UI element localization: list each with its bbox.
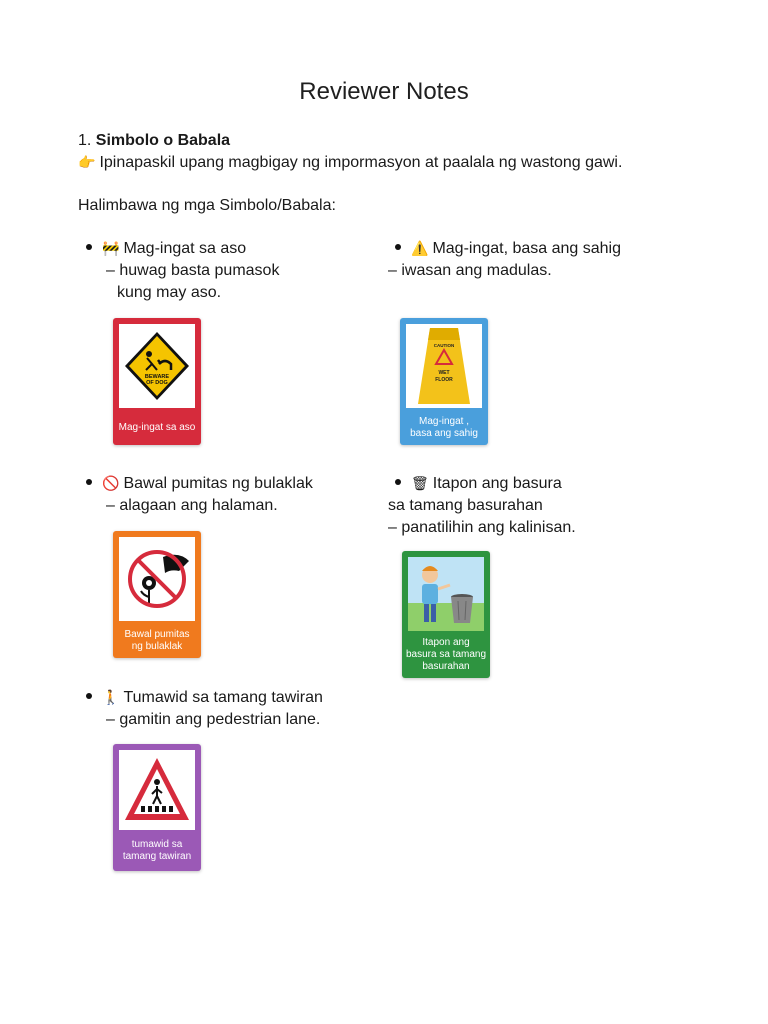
bullet (86, 244, 92, 250)
item-title: Bawal pumitas ng bulaklak (123, 475, 313, 492)
caption-line: basurahan (422, 661, 470, 672)
examples-intro: Halimbawa ng mga Simbolo/Babala: (78, 197, 336, 214)
warning-icon: ⚠️ (411, 240, 429, 256)
sign-text: FLOOR (435, 377, 453, 383)
item-title: Itapon ang basura (432, 475, 562, 492)
list-item-trash (388, 472, 576, 539)
section-description (78, 154, 622, 172)
sign-caption (402, 632, 490, 678)
caption-line: tumawid sa (131, 839, 183, 850)
caption-line: Bawal pumitas (124, 628, 190, 640)
sign-text: WET (438, 370, 450, 376)
sign-text: CAUTION (433, 343, 455, 348)
no-picking-sign-image (119, 537, 195, 621)
item-detail: kung may aso. (117, 284, 222, 301)
caption-line: tamang tawiran (122, 851, 192, 862)
sign-card-dog (113, 318, 201, 445)
item-title: Mag-ingat, basa ang sahig (432, 240, 622, 257)
caption-line: basura sa tamang (405, 649, 487, 660)
wastebasket-icon: 🗑 (411, 475, 429, 491)
trash-sign-image (408, 557, 484, 631)
construction-icon: 🚧 (102, 240, 120, 256)
sign-caption (113, 831, 201, 871)
sign-caption (113, 623, 201, 658)
item-detail: – iwasan ang madulas. (388, 262, 552, 279)
bullet (86, 693, 92, 699)
caption-line: basa ang sahig (410, 427, 478, 439)
section-heading (78, 132, 230, 150)
caption-line: Itapon ang (422, 637, 470, 648)
item-title: Mag-ingat sa aso (123, 240, 247, 257)
wet-floor-sign-image (406, 324, 482, 408)
list-item-flowers (86, 472, 313, 517)
item-detail: – gamitin ang pedestrian lane. (106, 711, 321, 728)
item-detail: – huwag basta pumasok (106, 262, 280, 279)
pedestrian-icon: 🚶 (102, 689, 120, 705)
section-title: Simbolo o Babala (95, 132, 231, 149)
item-detail: – alagaan ang halaman. (106, 497, 278, 514)
dog-sign-image (119, 324, 195, 408)
sign-caption: Mag-ingat sa aso (118, 421, 196, 433)
list-item-crossing (86, 686, 323, 731)
bullet (86, 479, 92, 485)
sign-card-crossing (113, 744, 201, 871)
item-detail: – panatilihin ang kalinisan. (388, 519, 576, 536)
item-title: Tumawid sa tamang tawiran (123, 689, 323, 706)
bullet (395, 244, 401, 250)
caption-line: ng bulaklak (131, 640, 183, 652)
prohibited-icon: 🚫 (102, 475, 120, 491)
section-number: 1. (78, 132, 92, 149)
sign-card-trash (402, 551, 490, 678)
sign-card-wet-floor (400, 318, 488, 445)
pointing-hand-icon: 👉 (78, 154, 96, 170)
item-detail: sa tamang basurahan (388, 497, 543, 514)
list-item-dog (86, 237, 279, 304)
description-text: Ipinapaskil upang magbigay ng impormasyon at paalala ng wastong gawi. (99, 154, 623, 171)
bullet (395, 479, 401, 485)
sign-text: BEWARE (144, 374, 170, 380)
page-title: Reviewer Notes (299, 78, 469, 105)
list-item-wet-floor (388, 237, 622, 282)
sign-card-flowers (113, 531, 201, 658)
sign-caption (400, 410, 488, 445)
crossing-sign-image (119, 750, 195, 830)
sign-text: OF DOG (146, 380, 168, 386)
caption-line: Mag-ingat , (418, 415, 470, 427)
